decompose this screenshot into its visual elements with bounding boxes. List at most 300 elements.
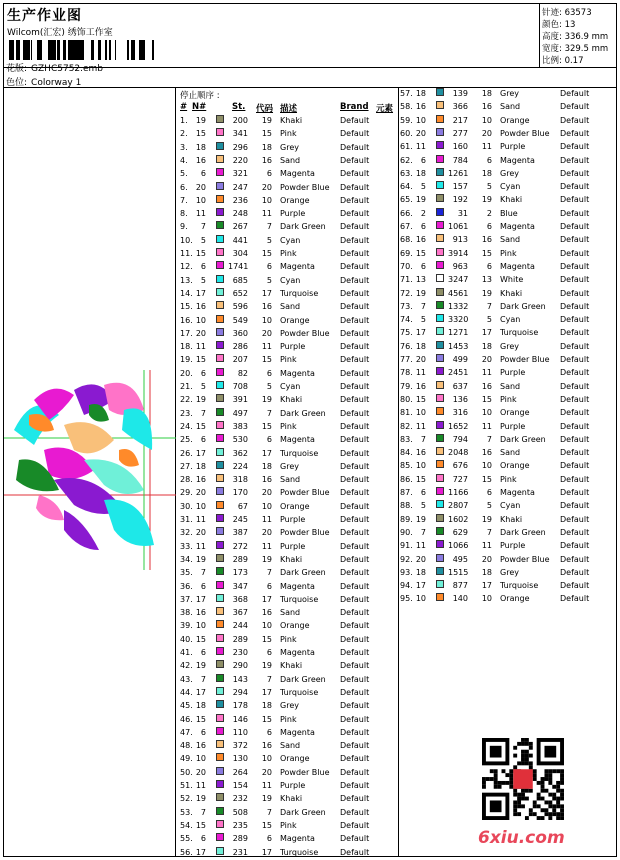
color-swatch: [436, 394, 444, 402]
row-index: 72.: [400, 288, 413, 298]
row-brand: Default: [340, 235, 370, 245]
col-brand-header: Brand: [340, 102, 369, 112]
row-code: 6: [266, 435, 272, 445]
row-brand: Default: [340, 541, 370, 551]
row-stitches: 289: [232, 554, 248, 564]
row-stitches: 220: [232, 155, 248, 165]
row-description: Magenta: [500, 488, 535, 497]
row-index: 59.: [400, 115, 413, 125]
row-code: 18: [481, 89, 492, 98]
stat-label: 宽度:: [542, 44, 562, 54]
color-swatch: [436, 500, 444, 508]
table-row: [400, 261, 615, 273]
row-description: Powder Blue: [500, 554, 550, 564]
stat-value: 0.17: [561, 56, 584, 66]
row-brand: Default: [560, 182, 590, 192]
color-swatch: [216, 288, 224, 296]
row-brand: Default: [560, 434, 590, 444]
row-code: 15: [261, 634, 272, 644]
row-brand: Default: [340, 169, 370, 179]
row-needle: 19: [195, 395, 206, 405]
row-code: 19: [261, 116, 272, 125]
row-stitches: 1261: [448, 168, 469, 178]
row-brand: Default: [340, 754, 370, 764]
row-index: 54.: [180, 820, 193, 830]
row-index: 23.: [180, 408, 193, 418]
row-description: Magenta: [280, 169, 315, 179]
row-description: Pink: [280, 355, 297, 365]
row-needle: 16: [195, 608, 206, 618]
row-stitches: 499: [452, 355, 468, 364]
row-stitches: 157: [452, 182, 468, 192]
stat-value: 63573: [561, 8, 592, 18]
row-description: Khaki: [500, 288, 523, 298]
row-index: 20.: [180, 368, 193, 378]
row-index: 71.: [400, 275, 413, 285]
row-brand: Default: [340, 328, 370, 338]
row-description: Turquoise: [500, 328, 539, 338]
row-needle: 13: [415, 275, 426, 285]
table-row: [180, 381, 395, 393]
row-code: 6: [266, 834, 272, 844]
row-brand: Default: [560, 142, 590, 152]
color-swatch: [216, 142, 224, 150]
row-stitches: 316: [452, 408, 468, 418]
row-needle: 6: [200, 581, 206, 591]
row-code: 20: [261, 182, 272, 192]
table-row: [400, 381, 615, 393]
row-index: 65.: [400, 195, 413, 205]
row-stitches: 685: [232, 275, 248, 285]
stat-value: 329.5 mm: [561, 44, 609, 54]
table-row: [180, 275, 395, 287]
color-swatch: [216, 487, 224, 495]
row-needle: 10: [195, 754, 206, 764]
table-row: [180, 567, 395, 579]
row-code: 16: [481, 448, 492, 458]
row-code: 10: [481, 461, 492, 471]
row-code: 17: [481, 328, 492, 338]
table-row: [180, 727, 395, 739]
row-needle: 2: [420, 208, 426, 218]
row-description: White: [500, 275, 524, 285]
row-code: 20: [481, 355, 492, 364]
color-swatch: [436, 128, 444, 136]
row-stitches: 530: [232, 435, 248, 445]
table-row: [400, 301, 615, 313]
table-row: [400, 314, 615, 326]
row-brand: Default: [560, 581, 590, 591]
table-row: [400, 487, 615, 499]
row-description: Khaki: [280, 116, 303, 125]
row-description: Khaki: [280, 395, 303, 405]
row-needle: 7: [420, 301, 426, 311]
row-code: 6: [266, 169, 272, 179]
row-index: 42.: [180, 661, 193, 671]
row-index: 24.: [180, 421, 193, 431]
color-swatch: [216, 208, 224, 216]
color-swatch: [216, 474, 224, 482]
row-needle: 7: [200, 568, 206, 578]
row-needle: 10: [415, 115, 426, 125]
row-description: Magenta: [280, 727, 315, 737]
row-stitches: 304: [232, 249, 248, 258]
color-swatch: [216, 647, 224, 655]
row-description: Purple: [500, 368, 526, 378]
row-description: Purple: [280, 781, 306, 790]
row-brand: Default: [560, 115, 590, 125]
row-index: 14.: [180, 288, 193, 298]
row-needle: 19: [195, 554, 206, 564]
table-row: [180, 820, 395, 832]
row-brand: Default: [340, 142, 370, 152]
row-description: Sand: [500, 381, 521, 391]
color-swatch: [216, 408, 224, 416]
row-brand: Default: [340, 421, 370, 431]
row-stitches: 794: [452, 434, 468, 444]
table-row: [400, 527, 615, 539]
row-index: 84.: [400, 448, 413, 458]
table-row: [180, 434, 395, 446]
row-needle: 19: [415, 514, 426, 524]
row-brand: Default: [340, 368, 370, 378]
row-description: Cyan: [280, 235, 301, 245]
row-needle: 18: [415, 89, 426, 98]
row-code: 7: [266, 807, 272, 817]
row-description: Powder Blue: [280, 328, 330, 338]
row-description: Dark Green: [500, 301, 546, 311]
row-brand: Default: [560, 155, 590, 165]
row-brand: Default: [340, 408, 370, 418]
color-swatch: [216, 128, 224, 136]
color-swatch: [436, 580, 444, 588]
row-index: 90.: [400, 527, 413, 537]
row-brand: Default: [340, 674, 370, 684]
row-stitches: 1061: [448, 222, 469, 231]
row-needle: 20: [415, 128, 426, 138]
row-stitches: 387: [232, 528, 248, 538]
row-needle: 18: [195, 461, 206, 471]
color-swatch: [216, 541, 224, 549]
row-description: Orange: [500, 115, 530, 125]
row-needle: 16: [195, 741, 206, 751]
table-row: [400, 434, 615, 446]
design-value: GZHC5752.emb: [31, 64, 104, 74]
color-swatch: [216, 514, 224, 522]
row-description: Cyan: [500, 315, 521, 325]
color-swatch: [216, 168, 224, 176]
row-description: Grey: [500, 89, 519, 98]
row-index: 58.: [400, 102, 413, 112]
row-index: 8.: [180, 209, 188, 219]
row-index: 63.: [400, 168, 413, 178]
stat-item: [542, 54, 584, 66]
row-index: 64.: [400, 182, 413, 192]
row-needle: 15: [195, 249, 206, 258]
row-index: 95.: [400, 594, 413, 604]
row-stitches: 1066: [448, 541, 469, 551]
color-swatch: [436, 421, 444, 429]
row-needle: 15: [195, 714, 206, 724]
table-row: [180, 195, 395, 207]
row-code: 16: [481, 235, 492, 245]
row-description: Magenta: [500, 261, 535, 271]
row-description: Cyan: [500, 501, 521, 511]
row-needle: 20: [195, 488, 206, 498]
color-swatch: [216, 461, 224, 469]
row-needle: 16: [415, 381, 426, 391]
row-description: Turquoise: [500, 581, 539, 591]
color-swatch: [436, 474, 444, 482]
row-brand: Default: [560, 328, 590, 338]
row-index: 45.: [180, 701, 193, 711]
row-code: 15: [481, 474, 492, 484]
row-brand: Default: [340, 767, 370, 777]
row-code: 17: [261, 288, 272, 298]
row-stitches: 727: [452, 474, 468, 484]
row-stitches: 1602: [448, 514, 469, 524]
row-code: 11: [481, 541, 492, 551]
row-index: 12.: [180, 262, 193, 272]
row-stitches: 173: [232, 568, 248, 578]
row-index: 31.: [180, 515, 193, 524]
color-swatch: [216, 301, 224, 309]
row-stitches: 368: [232, 594, 248, 604]
color-swatch: [436, 593, 444, 601]
row-stitches: 441: [232, 235, 248, 245]
row-needle: 11: [415, 421, 426, 431]
row-brand: Default: [340, 661, 370, 671]
table-row: [180, 487, 395, 499]
row-index: 77.: [400, 355, 413, 364]
table-row: [400, 593, 615, 605]
color-swatch: [436, 354, 444, 362]
row-brand: Default: [340, 302, 370, 312]
row-code: 10: [261, 754, 272, 764]
table-row: [180, 315, 395, 327]
row-code: 18: [481, 168, 492, 178]
table-row: [180, 208, 395, 220]
row-stitches: 1166: [448, 488, 469, 497]
table-row: [180, 182, 395, 194]
stat-item: [542, 6, 592, 18]
row-needle: 16: [195, 302, 206, 312]
row-stitches: 318: [232, 475, 248, 485]
row-description: Magenta: [500, 155, 535, 165]
row-brand: Default: [340, 781, 370, 790]
row-needle: 6: [200, 834, 206, 844]
color-swatch: [216, 368, 224, 376]
row-index: 61.: [400, 142, 413, 152]
row-code: 17: [481, 581, 492, 591]
table-row: [180, 408, 395, 420]
row-brand: Default: [560, 448, 590, 458]
row-description: Powder Blue: [280, 528, 330, 538]
table-row: [180, 594, 395, 606]
row-index: 33.: [180, 541, 193, 551]
row-needle: 6: [200, 648, 206, 657]
row-brand: Default: [560, 261, 590, 271]
color-swatch: [216, 767, 224, 775]
row-index: 26.: [180, 448, 193, 458]
row-description: Grey: [280, 461, 299, 471]
row-index: 37.: [180, 594, 193, 604]
row-index: 18.: [180, 342, 193, 352]
row-needle: 20: [415, 554, 426, 564]
row-needle: 11: [415, 541, 426, 551]
row-stitches: 652: [232, 288, 248, 298]
row-brand: Default: [560, 408, 590, 418]
table-row: [180, 687, 395, 699]
color-swatch: [216, 248, 224, 256]
row-brand: Default: [340, 249, 370, 258]
row-needle: 18: [195, 701, 206, 711]
row-stitches: 676: [452, 461, 468, 471]
row-brand: Default: [560, 421, 590, 431]
page-title: 生产作业图: [7, 8, 82, 24]
row-stitches: 170: [232, 488, 248, 498]
table-row: [180, 221, 395, 233]
table-row: [180, 514, 395, 526]
row-brand: Default: [560, 541, 590, 551]
row-needle: 15: [415, 394, 426, 404]
table-row: [180, 647, 395, 659]
col-stitches-header: St.: [232, 102, 246, 112]
row-description: Turquoise: [280, 594, 319, 604]
row-description: Magenta: [500, 222, 535, 231]
color-swatch: [216, 687, 224, 695]
row-index: 25.: [180, 435, 193, 445]
row-stitches: 708: [232, 382, 248, 391]
table-row: [400, 274, 615, 286]
row-stitches: 136: [452, 394, 468, 404]
row-needle: 7: [420, 527, 426, 537]
color-swatch: [216, 674, 224, 682]
row-code: 20: [481, 554, 492, 564]
row-description: Powder Blue: [500, 355, 550, 364]
stop-sequence-title: 停止顺序 :: [180, 91, 220, 101]
row-code: 15: [261, 355, 272, 365]
row-brand: Default: [340, 182, 370, 192]
row-stitches: 321: [232, 169, 248, 179]
row-description: Powder Blue: [280, 182, 330, 192]
table-row: [400, 474, 615, 486]
row-brand: Default: [340, 727, 370, 737]
table-row: [180, 847, 395, 859]
table-row: [400, 208, 615, 220]
row-brand: Default: [340, 448, 370, 458]
row-brand: Default: [560, 208, 590, 218]
row-stitches: 82: [237, 368, 248, 378]
row-description: Pink: [280, 634, 297, 644]
color-swatch: [216, 527, 224, 535]
row-stitches: 289: [232, 834, 248, 844]
header-left: [3, 3, 540, 67]
row-needle: 7: [200, 807, 206, 817]
row-description: Powder Blue: [280, 767, 330, 777]
row-needle: 11: [195, 781, 206, 790]
table-row: [180, 620, 395, 632]
row-stitches: 913: [452, 235, 468, 245]
row-needle: 19: [415, 288, 426, 298]
row-index: 53.: [180, 807, 193, 817]
table-row: [400, 447, 615, 459]
row-code: 15: [261, 421, 272, 431]
row-description: Purple: [280, 515, 306, 524]
stat-value: 336.9 mm: [561, 32, 609, 42]
color-swatch: [436, 88, 444, 96]
row-code: 15: [481, 248, 492, 258]
table-row: [400, 221, 615, 233]
row-stitches: 294: [232, 687, 248, 697]
row-needle: 11: [415, 142, 426, 152]
row-index: 75.: [400, 328, 413, 338]
row-stitches: 289: [232, 634, 248, 644]
row-description: Pink: [500, 248, 517, 258]
row-index: 89.: [400, 514, 413, 524]
row-stitches: 367: [232, 608, 248, 618]
row-needle: 6: [420, 155, 426, 165]
row-code: 19: [261, 554, 272, 564]
row-code: 16: [261, 302, 272, 312]
row-stitches: 372: [232, 741, 248, 751]
row-code: 7: [486, 301, 492, 311]
row-code: 15: [481, 394, 492, 404]
row-needle: 5: [420, 182, 426, 192]
row-description: Orange: [280, 195, 310, 205]
color-swatch: [216, 620, 224, 628]
row-code: 17: [261, 687, 272, 697]
row-code: 6: [266, 368, 272, 378]
row-code: 11: [261, 781, 272, 790]
row-code: 18: [261, 142, 272, 152]
row-stitches: 154: [232, 781, 248, 790]
row-description: Sand: [500, 448, 521, 458]
table-row: [180, 607, 395, 619]
row-index: 39.: [180, 621, 193, 631]
row-needle: 10: [195, 621, 206, 631]
row-brand: Default: [340, 741, 370, 751]
row-needle: 20: [195, 328, 206, 338]
color-swatch: [216, 501, 224, 509]
row-code: 17: [261, 594, 272, 604]
row-stitches: 497: [232, 408, 248, 418]
color-swatch: [436, 381, 444, 389]
row-index: 82.: [400, 421, 413, 431]
row-index: 81.: [400, 408, 413, 418]
row-index: 41.: [180, 648, 193, 657]
color-swatch: [436, 181, 444, 189]
row-index: 35.: [180, 568, 193, 578]
row-needle: 10: [195, 315, 206, 325]
color-swatch: [436, 115, 444, 123]
row-brand: Default: [340, 594, 370, 604]
color-swatch: [216, 793, 224, 801]
row-description: Orange: [280, 621, 310, 631]
row-brand: Default: [340, 554, 370, 564]
color-swatch: [216, 394, 224, 402]
row-stitches: 248: [232, 209, 248, 219]
table-row: [400, 354, 615, 366]
row-index: 56.: [180, 847, 193, 857]
row-index: 67.: [400, 222, 413, 231]
row-index: 22.: [180, 395, 193, 405]
row-needle: 18: [415, 341, 426, 351]
row-brand: Default: [560, 567, 590, 577]
row-index: 78.: [400, 368, 413, 378]
design-label: 花版:: [6, 64, 28, 74]
color-swatch: [216, 448, 224, 456]
